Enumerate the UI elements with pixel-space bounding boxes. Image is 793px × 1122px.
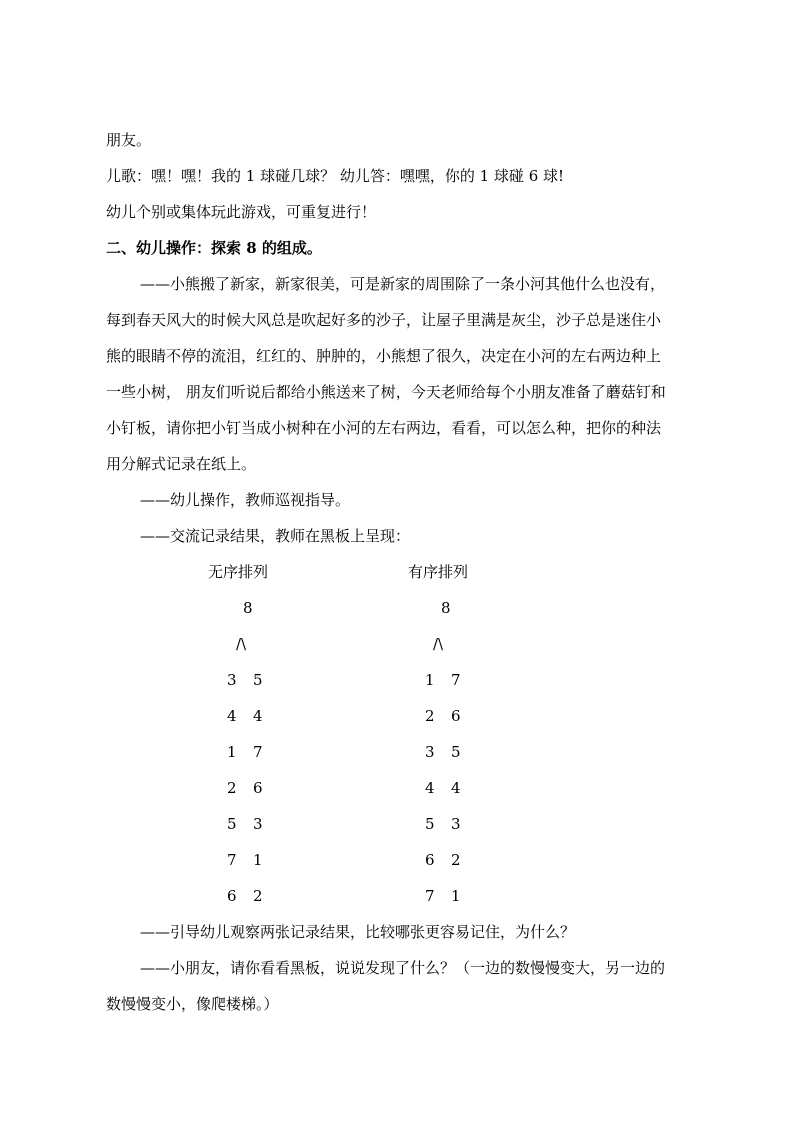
ordered-right-number: 6 (451, 707, 461, 725)
question-line: ——小朋友，请你看看黑板，说说发现了什么？（一边的数慢慢变大，另一边的 (140, 959, 666, 977)
paragraph-line: 每到春天风大的时候大风总是吹起好多的沙子，让屋子里满是灰尘，沙子总是迷住小 (106, 311, 662, 329)
ordered-left-number: 3 (425, 743, 435, 761)
ordered-right-number: 4 (451, 779, 461, 797)
unordered-left-number: 7 (227, 851, 237, 869)
unordered-right-number: 1 (253, 851, 263, 869)
ordered-left-number: 5 (425, 815, 435, 833)
unordered-pair-row (227, 706, 279, 726)
unordered-right-number: 3 (253, 815, 263, 833)
unordered-branch: /\ (236, 635, 247, 653)
step-line: ——交流记录结果，教师在黑板上呈现： (140, 527, 411, 545)
unordered-left-number: 2 (227, 779, 237, 797)
unordered-left-number: 3 (227, 671, 237, 689)
ordered-title: 有序排列 (408, 563, 469, 581)
ordered-pair-row (425, 850, 477, 870)
ordered-pair-row (425, 670, 477, 690)
ordered-left-number: 4 (425, 779, 435, 797)
ordered-right-number: 2 (451, 851, 461, 869)
unordered-left-number: 5 (227, 815, 237, 833)
unordered-title: 无序排列 (208, 563, 269, 581)
unordered-pair-row (227, 814, 279, 834)
text-line: 儿歌：嘿！嘿！我的 1 球碰几球？ 幼儿答：嘿嘿，你的 1 球碰 6 球! (106, 167, 565, 185)
ordered-left-number: 7 (425, 887, 435, 905)
unordered-pair-row (227, 670, 279, 690)
section-heading: 二、幼儿操作：探索 8 的组成。 (106, 239, 322, 257)
unordered-left-number: 1 (227, 743, 237, 761)
ordered-right-number: 7 (451, 671, 461, 689)
unordered-right-number: 7 (253, 743, 263, 761)
unordered-left-number: 6 (227, 887, 237, 905)
unordered-pair-row (227, 742, 279, 762)
unordered-pair-row (227, 886, 279, 906)
question-line: 数慢慢变小，像爬楼梯。） (106, 995, 279, 1013)
question-line: ——引导幼儿观察两张记录结果，比较哪张更容易记住，为什么？ (140, 923, 576, 941)
ordered-pair-row (425, 742, 477, 762)
paragraph-line: 熊的眼睛不停的流泪，红红的、肿肿的，小熊想了很久，决定在小河的左右两边种上 (106, 347, 662, 365)
unordered-total: 8 (243, 599, 253, 617)
ordered-pair-row (425, 886, 477, 906)
ordered-left-number: 2 (425, 707, 435, 725)
unordered-right-number: 5 (253, 671, 263, 689)
paragraph-line: 小钉板，请你把小钉当成小树种在小河的左右两边，看看，可以怎么种，把你的种法 (106, 419, 662, 437)
ordered-right-number: 5 (451, 743, 461, 761)
ordered-total: 8 (441, 599, 451, 617)
ordered-branch: /\ (433, 635, 444, 653)
text-line: 朋友。 (106, 131, 152, 149)
text-line: 幼儿个别或集体玩此游戏，可重复进行！ (106, 203, 377, 221)
ordered-pair-row (425, 706, 477, 726)
ordered-pair-row (425, 778, 477, 798)
ordered-left-number: 1 (425, 671, 435, 689)
paragraph-line: ——小熊搬了新家，新家很美，可是新家的周围除了一条小河其他什么也没有， (140, 275, 666, 293)
unordered-right-number: 6 (253, 779, 263, 797)
unordered-left-number: 4 (227, 707, 237, 725)
unordered-pair-row (227, 778, 279, 798)
unordered-right-number: 4 (253, 707, 263, 725)
step-line: ——幼儿操作，教师巡视指导。 (140, 491, 351, 509)
ordered-right-number: 3 (451, 815, 461, 833)
unordered-pair-row (227, 850, 279, 870)
ordered-left-number: 6 (425, 851, 435, 869)
ordered-right-number: 1 (451, 887, 461, 905)
paragraph-line: 一些小树， 朋友们听说后都给小熊送来了树，今天老师给每个小朋友准备了蘑菇钉和 (106, 383, 666, 401)
paragraph-line: 用分解式记录在纸上。 (106, 455, 257, 473)
ordered-pair-row (425, 814, 477, 834)
unordered-right-number: 2 (253, 887, 263, 905)
